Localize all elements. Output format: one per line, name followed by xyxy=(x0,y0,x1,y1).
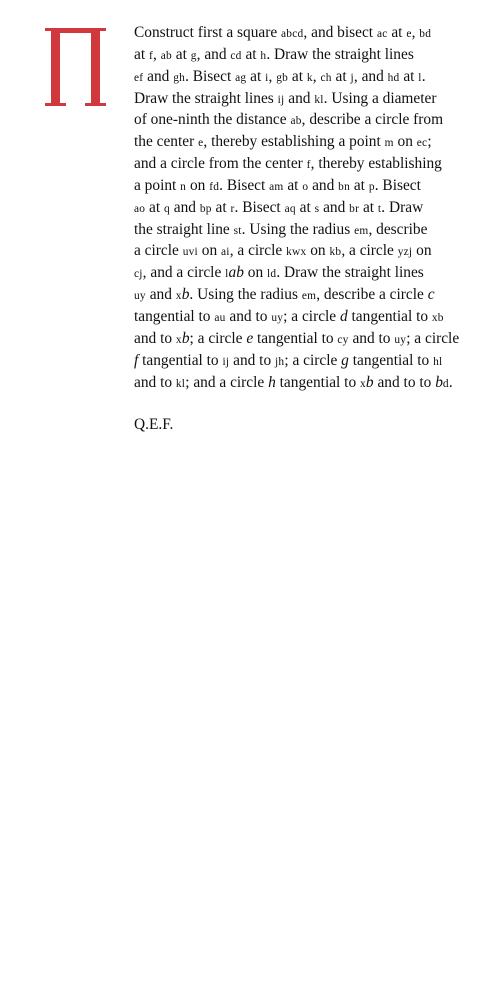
text-run: . Using the radius xyxy=(189,286,302,304)
point-label: bd xyxy=(419,28,432,40)
text-run: tangential to xyxy=(348,351,434,369)
text-run: and xyxy=(319,198,350,216)
text-line xyxy=(134,110,486,132)
text-run: . Draw the straight lines xyxy=(266,45,414,63)
text-run: , and xyxy=(196,45,231,63)
italic-label: ab xyxy=(228,264,244,282)
text-run: and to xyxy=(348,329,395,347)
point-label: e xyxy=(198,137,204,150)
point-label: x xyxy=(175,333,182,346)
point-label: x xyxy=(175,290,182,303)
point-label: i xyxy=(265,71,269,84)
text-run: on xyxy=(393,133,417,151)
point-label: st xyxy=(233,224,242,237)
text-run: and xyxy=(308,176,339,194)
point-label: jh xyxy=(275,355,285,368)
text-run: at xyxy=(283,176,303,194)
point-label: am xyxy=(269,180,284,193)
point-label: br xyxy=(349,202,360,215)
text-line xyxy=(134,198,486,220)
text-run: a point xyxy=(134,176,181,194)
text-run: at xyxy=(295,198,315,216)
point-label: r xyxy=(230,202,235,215)
text-run: . Draw the straight lines xyxy=(276,264,424,282)
point-label: kb xyxy=(329,246,342,259)
italic-label: e xyxy=(246,329,254,347)
text-run: on xyxy=(186,176,210,194)
text-line xyxy=(134,154,486,176)
text-run: and xyxy=(143,67,174,85)
text-run: and xyxy=(145,286,176,304)
point-label: ac xyxy=(376,28,388,40)
point-label: ab xyxy=(290,115,302,128)
text-run: . Using the radius xyxy=(241,220,355,238)
text-run: at xyxy=(399,67,419,85)
text-line xyxy=(134,351,486,373)
point-label: m xyxy=(384,137,394,150)
point-label: t xyxy=(377,202,382,215)
text-line xyxy=(134,67,486,89)
point-label: s xyxy=(314,202,320,215)
text-run: the center xyxy=(134,133,199,151)
point-label: q xyxy=(164,202,170,215)
point-label: uy xyxy=(271,311,284,324)
text-run: , xyxy=(268,67,277,85)
point-label: l xyxy=(225,268,229,281)
point-label: abcd xyxy=(281,28,304,40)
point-label: hd xyxy=(387,71,400,84)
point-label: gb xyxy=(276,71,289,84)
text-run: the straight line xyxy=(134,220,234,238)
point-label: cy xyxy=(337,333,349,346)
text-run: ; a circle xyxy=(189,329,247,347)
point-label: yzj xyxy=(397,246,413,259)
text-run: ; and a circle xyxy=(185,373,269,391)
text-line xyxy=(134,23,486,45)
qef-closing: Q.E.F. xyxy=(134,416,174,434)
italic-label: g xyxy=(341,351,349,369)
point-label: l xyxy=(418,71,422,84)
point-label: kl xyxy=(175,377,186,390)
text-run: , and a circle xyxy=(142,264,226,282)
text-run: a circle xyxy=(134,242,183,260)
text-run: and to to xyxy=(373,373,436,391)
text-run: , xyxy=(411,24,420,41)
text-run: ; a circle xyxy=(283,307,340,325)
text-line xyxy=(134,45,486,67)
point-label: ao xyxy=(134,202,146,215)
point-label: ld xyxy=(267,268,277,281)
italic-label: c xyxy=(427,286,435,304)
text-run: and xyxy=(169,198,200,216)
point-label: fd xyxy=(209,180,220,193)
text-run: at xyxy=(331,67,351,85)
text-run: at xyxy=(288,67,307,85)
text-line xyxy=(134,132,486,154)
point-label: kl xyxy=(314,93,324,106)
point-label: ag xyxy=(235,71,247,84)
text-run: , describe a circle xyxy=(316,286,428,304)
text-run: . Draw xyxy=(381,198,424,216)
text-line xyxy=(134,329,486,351)
text-line xyxy=(134,241,486,263)
text-run: . Using a diameter xyxy=(323,89,437,107)
text-line xyxy=(134,373,486,395)
text-run: and to xyxy=(134,373,176,391)
text-run: and to xyxy=(229,351,276,369)
pi-glyph-shape xyxy=(43,28,108,106)
point-label: g xyxy=(190,49,197,62)
text-run: at xyxy=(241,45,261,63)
text-run: on xyxy=(306,242,330,260)
point-label: cj xyxy=(134,268,143,281)
text-run: Construct first a square xyxy=(134,24,282,41)
point-label: f xyxy=(148,49,153,62)
italic-label: b xyxy=(181,329,190,347)
text-run: . Bisect xyxy=(374,176,421,194)
text-run: and xyxy=(284,89,315,107)
point-label: hl xyxy=(433,355,443,368)
text-run: . xyxy=(448,373,453,391)
text-run: , and bisect xyxy=(303,24,377,41)
text-run: tangential to xyxy=(275,373,360,391)
pi-symbol-drop-glyph xyxy=(43,28,108,106)
point-label: j xyxy=(350,71,354,84)
point-label: x xyxy=(360,377,366,390)
text-run: at xyxy=(171,45,191,63)
point-label: ef xyxy=(134,71,144,84)
italic-label: f xyxy=(134,351,139,369)
point-label: ai xyxy=(221,246,230,259)
point-label: uvi xyxy=(182,246,198,259)
text-run: , xyxy=(312,67,321,85)
text-run: . Bisect xyxy=(219,176,270,194)
text-run: at xyxy=(246,67,266,85)
point-label: cd xyxy=(230,49,242,62)
point-label: em xyxy=(354,224,369,237)
text-run: at xyxy=(134,45,149,63)
text-line xyxy=(134,176,486,198)
construction-paragraph xyxy=(134,23,486,394)
text-run: , and xyxy=(353,67,388,85)
text-line xyxy=(134,307,486,329)
text-run: , describe xyxy=(368,220,428,238)
point-label: aq xyxy=(284,202,296,215)
text-run: tangential to xyxy=(253,329,338,347)
text-run: at xyxy=(145,198,165,216)
point-label: xb xyxy=(431,311,444,324)
italic-label: d xyxy=(339,307,348,325)
point-label: d xyxy=(442,377,449,390)
italic-label: h xyxy=(268,373,276,391)
italic-label: b xyxy=(181,286,190,304)
point-label: au xyxy=(214,311,226,324)
point-label: k xyxy=(306,71,313,84)
text-run: and to xyxy=(134,329,176,347)
point-label: kwx xyxy=(286,246,307,259)
italic-label: b xyxy=(435,373,443,391)
text-run: tangential to xyxy=(347,307,432,325)
point-label: n xyxy=(180,180,187,193)
text-line xyxy=(134,263,486,285)
point-label: ab xyxy=(160,49,172,62)
text-run: of one-ninth the distance xyxy=(134,111,291,129)
text-run: , a circle xyxy=(341,242,398,260)
text-run: and a circle from the center xyxy=(134,155,307,173)
text-run: at xyxy=(211,198,231,216)
text-run: and to xyxy=(225,307,272,325)
text-run: , a circle xyxy=(229,242,287,260)
point-label: em xyxy=(301,290,317,303)
point-label: bn xyxy=(338,180,350,193)
text-run: on xyxy=(197,242,222,260)
text-run: ; a circle xyxy=(284,351,342,369)
point-label: ij xyxy=(222,355,230,368)
text-line xyxy=(134,220,486,242)
point-label: o xyxy=(302,180,309,193)
text-run: tangential to xyxy=(134,307,215,325)
point-label: uy xyxy=(394,333,407,346)
point-label: f xyxy=(306,159,311,172)
point-label: e xyxy=(406,28,412,40)
text-run: on xyxy=(412,242,432,260)
point-label: ij xyxy=(277,93,285,106)
text-run: ; a circle xyxy=(406,329,460,347)
text-run: , xyxy=(153,45,161,63)
text-run: at xyxy=(359,198,378,216)
text-run: at xyxy=(387,24,407,41)
text-run: . Bisect xyxy=(234,198,285,216)
text-run: , describe a circle from xyxy=(301,111,444,129)
point-label: ec xyxy=(416,137,428,150)
text-run: on xyxy=(243,264,268,282)
text-line xyxy=(134,89,486,111)
point-label: ch xyxy=(320,71,332,84)
text-run: ; xyxy=(427,133,432,151)
point-label: p xyxy=(368,180,375,193)
text-run: tangential to xyxy=(138,351,223,369)
text-run: . xyxy=(421,67,426,85)
point-label: h xyxy=(260,49,267,62)
text-run: . Bisect xyxy=(185,67,236,85)
text-line xyxy=(134,285,486,307)
proposition-text xyxy=(134,23,486,435)
text-run: Draw the straight lines xyxy=(134,89,278,107)
point-label: bp xyxy=(199,202,212,215)
point-label: gh xyxy=(173,71,186,84)
text-run: , thereby establishing xyxy=(310,155,442,173)
text-run: , thereby establishing a point xyxy=(203,133,385,151)
italic-label: b xyxy=(365,373,374,391)
point-label: uy xyxy=(134,290,146,303)
text-run: at xyxy=(350,176,369,194)
